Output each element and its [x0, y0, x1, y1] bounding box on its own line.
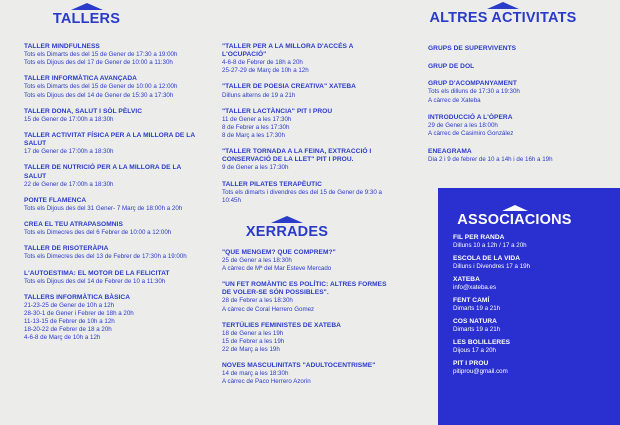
- event-entry: [24, 132, 202, 156]
- event-title: TALLER MINDFULNESS: [24, 43, 100, 50]
- triangle-icon: [271, 216, 303, 223]
- event-title: XATEBA: [453, 275, 480, 283]
- event-title: "TALLER LACTÀNCIA" PIT I PROU: [222, 107, 333, 115]
- event-title: COS NATURA: [453, 317, 497, 325]
- associacions-heading-wrap: [452, 205, 577, 228]
- event-detail: 29 de Gener a les 18:00h: [428, 122, 498, 130]
- event-detail: Dimarts 19 a 21h: [453, 305, 501, 313]
- event-entry: [24, 270, 202, 286]
- event-entry: [24, 245, 202, 261]
- event-detail: 8 de Març a les 17:30h: [222, 132, 285, 140]
- event-title: CREA EL TEU ATRAPASOMNIS: [24, 221, 123, 229]
- event-title: TALLER DONA, SALUT I SÒL PÈLVIC: [24, 107, 143, 115]
- event-title: ESCOLA DE LA VIDA: [453, 254, 521, 262]
- middle-column: [222, 0, 390, 386]
- event-title: TALLER INFORMÀTICA AVANÇADA: [24, 75, 137, 83]
- event-detail: Dilluns i Divendres 17 a 19h: [453, 263, 531, 271]
- associacions-list: [453, 234, 613, 376]
- event-detail: 22 de Març a les 19h: [222, 346, 280, 353]
- event-detail: Dia 2 i 9 de febrer de 10 a 14h i de 16h a 19h: [428, 156, 553, 164]
- event-title: TALLER PILATES TERAPÈUTIC: [222, 180, 322, 188]
- associacions-panel: [438, 188, 620, 425]
- altres-heading: ALTRES ACTIVITATS: [429, 10, 577, 26]
- event-entry: [24, 294, 202, 343]
- event-entry: [453, 318, 613, 334]
- event-detail: 17 de Gener de 17:00h a 18:30h: [24, 148, 114, 156]
- event-title: PIT I PROU: [453, 359, 489, 367]
- xerrades-heading: XERRADES: [245, 223, 329, 240]
- event-entry: [222, 108, 390, 140]
- event-title: "QUE MENGEM? QUE COMPREM?": [222, 248, 336, 256]
- xerrades-list: [222, 249, 390, 387]
- event-detail: 4-6-8 de Febrer de 18h a 20h: [222, 59, 303, 67]
- altres-heading-wrap: [418, 2, 588, 26]
- event-detail: Tots els Dimarts des del 15 de Gener de 17:30 a 19:00h: [24, 51, 178, 59]
- event-detail: 18 de Gener a les 19h: [222, 329, 284, 337]
- tallers-column: [24, 0, 202, 342]
- event-title: FIL PER RANDA: [453, 234, 505, 241]
- tallers-heading: TALLERS: [52, 11, 121, 27]
- event-detail: Tots els dilluns de 17:30 a 19:30h: [428, 88, 520, 96]
- event-entry: [222, 148, 390, 172]
- event-entry: [453, 255, 613, 271]
- event-entry: [24, 75, 202, 99]
- event-title: PONTE FLAMENCA: [24, 196, 87, 204]
- event-detail: 25 de Gener a les 18:30h: [222, 256, 292, 264]
- event-title: L'AUTOESTIMA: EL MOTOR DE LA FELICITAT: [24, 269, 170, 277]
- event-title: TERTÚLIES FEMINISTES DE XATEBA: [222, 321, 341, 329]
- event-detail: Tots els Dijous des del 14 de Febrer de 10 a 11:30h: [24, 277, 166, 285]
- event-entry: [222, 249, 390, 273]
- event-title: GRUP D'ACOMPANYAMENT: [428, 80, 517, 88]
- event-detail: 11 de Gener a les 17:30h: [222, 115, 292, 123]
- event-title: TALLERS INFORMÀTICA BÀSICA: [24, 293, 131, 301]
- event-entry: [24, 108, 202, 124]
- event-entry: [453, 297, 613, 313]
- event-detail: Tots els Dijous des del 17 de Gener de 10:00 a 11:30h: [24, 59, 173, 67]
- event-detail: Tots els Dijous des del 31 Gener- 7 Març de 18:00h a 20h: [24, 204, 183, 212]
- event-detail: A càrrec de Xateba: [428, 96, 481, 104]
- event-detail: 4-6-8 de Març de 10h a 12h: [24, 334, 101, 342]
- event-detail: 25-27-29 de Març de 10h a 12h: [222, 67, 309, 75]
- event-entry: [222, 83, 390, 99]
- altres-list: [428, 45, 604, 164]
- tallers-list: [24, 43, 202, 342]
- event-title: "TALLER DE POESIA CREATIVA" XATEBA: [222, 83, 356, 91]
- event-detail: Tots els dimarts i divendres des del 15 de Gener de 9:30 a 10:45h: [222, 188, 382, 204]
- event-detail: 14 de març a les 18:30h: [222, 370, 289, 378]
- event-entry: [453, 339, 613, 355]
- event-detail: 11-13-15 de Febrer de 10h a 12h: [24, 318, 115, 326]
- event-detail: Tots els Dimecres des del 13 de Febrer de 17:30h a 19:00h: [24, 253, 187, 261]
- event-detail: Tots els Dijous des del 14 de Gener de 15:30 a 17:30h: [24, 91, 174, 99]
- triangle-icon: [71, 3, 103, 10]
- event-detail: 21-23-25 de Gener de 10h a 12h: [24, 302, 115, 309]
- event-entry: [222, 322, 390, 354]
- event-detail: Tots els Dimarts des del 15 de Gener de 10:00 a 12:00h: [24, 83, 178, 91]
- event-entry: [222, 43, 390, 75]
- event-entry: [222, 181, 390, 205]
- event-detail: A càrrec de Mª del Mar Esteve Mercado: [222, 265, 332, 273]
- event-title: INTRODUCCIÓ A L'ÒPERA: [428, 114, 513, 122]
- event-detail: A càrrec de Coral Herrero Gomez: [222, 305, 315, 313]
- triangle-icon: [487, 2, 519, 9]
- event-detail: info@xateba.es: [453, 284, 497, 292]
- event-detail: pitiprou@gmail.com: [453, 368, 508, 375]
- event-entry: [428, 80, 604, 104]
- event-entry: [428, 114, 604, 138]
- event-entry: [24, 164, 202, 188]
- event-detail: A càrrec de Paco Herrero Azorin: [222, 378, 311, 386]
- event-title: "TALLER PER A LA MILLORA D'ACCÉS A L'OCUPACIÓ": [222, 43, 354, 59]
- event-entry: [453, 276, 613, 292]
- event-detail: Dijous 17 a 20h: [453, 347, 496, 355]
- event-title: NOVES MASCULINITATS "ADULTOCENTRISME": [222, 362, 376, 370]
- event-detail: A càrrec de Casimiro González: [428, 130, 514, 138]
- event-detail: 15 de Gener de 17:00h a 18:30h: [24, 115, 114, 123]
- event-entry: [24, 221, 202, 237]
- event-detail: 22 de Gener de 17:00h a 18:30h: [24, 180, 114, 188]
- associacions-heading: ASSOCIACIONS: [457, 212, 572, 228]
- event-detail: 18-20-22 de Febrer de 18 a 20h: [24, 326, 112, 334]
- event-entry: [453, 360, 613, 376]
- event-detail: Dilluns alterns de 19 a 21h: [222, 91, 296, 99]
- event-entry: [24, 197, 202, 213]
- event-entry: [222, 281, 390, 313]
- event-title: ENEAGRAMA: [428, 148, 472, 156]
- event-entry: [222, 362, 390, 386]
- event-detail: 9 de Gener a les 17:30h: [222, 164, 289, 172]
- triangle-icon: [502, 205, 528, 211]
- event-title: "TALLER TORNADA A LA FEINA, EXTRACCIÓ I CONSERVACIÓ DE LA LLET" PIT I PROU.: [222, 148, 372, 164]
- tallers-heading-wrap: [24, 3, 149, 27]
- event-detail: Dimarts 19 a 21h: [453, 326, 501, 334]
- event-title: GRUP DE DOL: [428, 62, 475, 70]
- event-detail: 28-30-1 de Gener i Febrer de 18h a 20h: [24, 310, 134, 318]
- altres-column: [428, 0, 604, 164]
- event-detail: 28 de Febrer a les 18:30h: [222, 297, 293, 305]
- event-entry: [428, 45, 604, 53]
- event-entry: [24, 43, 202, 67]
- event-title: TALLER DE NUTRICIÓ PER A LA MILLORA DE LA SALUT: [24, 164, 182, 180]
- event-entry: [428, 63, 604, 71]
- event-detail: 15 de Febrer a les 19h: [222, 337, 285, 345]
- xerrades-heading-wrap: [222, 216, 352, 240]
- event-title: LES BOLILLERES: [453, 338, 511, 346]
- event-detail: Tots els Dimecres des del 6 Febrer de 10:00 a 12:00h: [24, 229, 172, 237]
- event-title: "UN FET ROMÀNTIC ES POLÍTIC: ALTRES FORMES DE VOLER-SE SÓN POSSIBLES".: [222, 281, 387, 297]
- event-title: TALLER ACTIVITAT FÍSICA PER A LA MILLORA DE LA SALUT: [24, 132, 195, 148]
- event-detail: Dilluns 10 a 12h / 17 a 20h: [453, 242, 527, 250]
- event-detail: 8 de Febrer a les 17:30h: [222, 123, 290, 131]
- event-entry: [428, 148, 604, 164]
- event-entry: [453, 234, 613, 250]
- tallers-continued-list: [222, 43, 390, 205]
- event-title: TALLER DE RISOTERÀPIA: [24, 245, 109, 253]
- event-title: FENT CAMÍ: [453, 296, 490, 304]
- event-title: GRUPS DE SUPERVIVENTS: [428, 45, 517, 52]
